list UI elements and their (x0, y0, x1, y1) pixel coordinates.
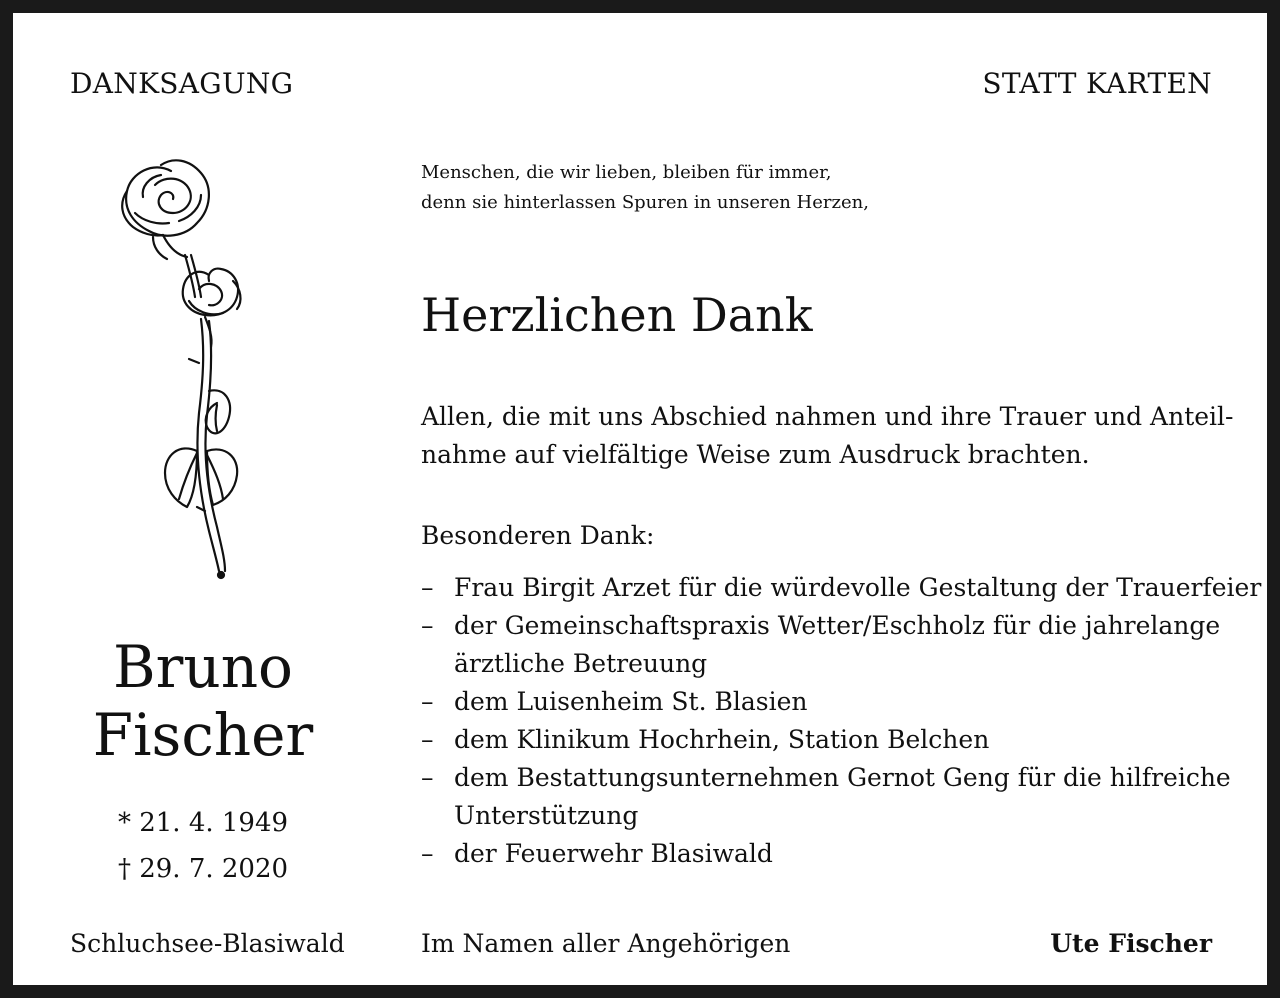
footer-place: Schluchsee-Blasiwald (70, 929, 345, 958)
dash-bullet: – (421, 573, 434, 602)
list-item-text: ärztliche Betreuung (454, 649, 708, 678)
intro-line-1: Allen, die mit uns Abschied nahmen und ihre Trauer und Anteil- (421, 402, 1234, 431)
list-item (421, 607, 1261, 683)
intro-text (421, 398, 1251, 474)
special-thanks-title: Besonderen Dank: (421, 521, 655, 550)
list-item-text: dem Bestattungsunternehmen Gernot Geng für die hilfreiche (454, 763, 1231, 792)
death-date: † 29. 7. 2020 (117, 854, 289, 884)
list-item-text: Unterstützung (454, 801, 639, 830)
list-item-text: dem Klinikum Hochrhein, Station Belchen (454, 725, 990, 754)
footer-on-behalf: Im Namen aller Angehörigen (421, 929, 791, 958)
intro-line-2: nahme auf vielfältige Weise zum Ausdruck brachten. (421, 440, 1090, 469)
rose-icon (113, 151, 273, 587)
header-statt-karten: STATT KARTEN (982, 67, 1212, 100)
headline: Herzlichen Dank (421, 288, 813, 342)
dash-bullet: – (421, 687, 434, 716)
quote (421, 158, 869, 218)
list-item (421, 759, 1261, 835)
dash-bullet: – (421, 725, 434, 754)
life-dates (53, 800, 353, 892)
deceased-last-name: Fischer (92, 701, 314, 769)
quote-line-1: Menschen, die wir lieben, bleiben für immer, (421, 162, 832, 183)
deceased-first-name: Bruno (113, 633, 293, 701)
birth-date: * 21. 4. 1949 (117, 808, 289, 838)
dash-bullet: – (421, 611, 434, 640)
quote-line-2: denn sie hinterlassen Spuren in unseren Herzen, (421, 192, 869, 213)
list-item (421, 569, 1261, 607)
dash-bullet: – (421, 763, 434, 792)
list-item-text: Frau Birgit Arzet für die würdevolle Gestaltung der Trauerfeier (454, 573, 1262, 602)
deceased-name (53, 633, 353, 769)
list-item-text: der Feuerwehr Blasiwald (454, 839, 773, 868)
header-danksagung: DANKSAGUNG (70, 67, 294, 100)
dash-bullet: – (421, 839, 434, 868)
list-item-text: dem Luisenheim St. Blasien (454, 687, 808, 716)
list-item (421, 683, 1261, 721)
footer-signature: Ute Fischer (1050, 929, 1212, 958)
list-item-text: der Gemeinschaftspraxis Wetter/Eschholz für die jahrelange (454, 611, 1221, 640)
list-item (421, 835, 1261, 873)
special-thanks-list (421, 569, 1261, 873)
list-item (421, 721, 1261, 759)
